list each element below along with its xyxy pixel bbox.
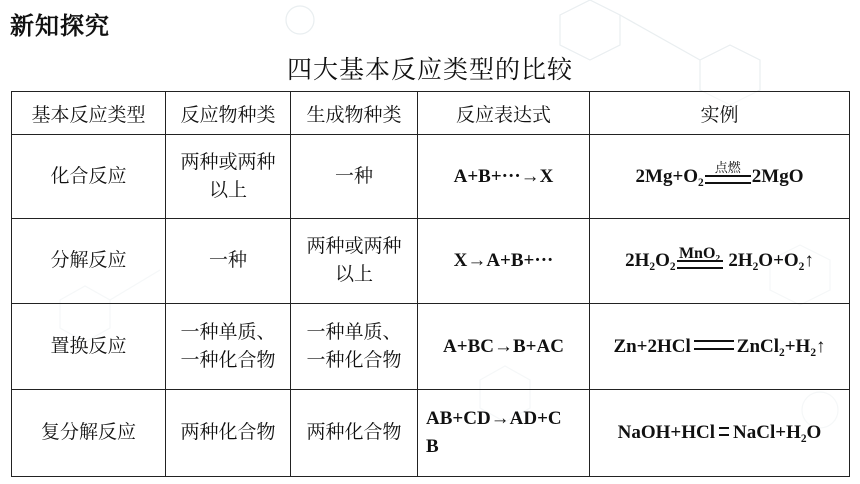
section-title: 新知探究 — [10, 12, 110, 40]
cell-example — [590, 304, 850, 390]
cell-reactants — [166, 304, 291, 390]
table-row — [12, 219, 850, 304]
cell-expression: A+B+···→X — [418, 135, 590, 219]
catalyst-text: MnO₂ — [678, 244, 721, 262]
cell-text-line: 一种单质、 — [306, 320, 402, 343]
cell-type: 置换反应 — [12, 304, 166, 390]
cell-products — [291, 219, 418, 304]
cell-products — [291, 304, 418, 390]
cell-expression: A+BC→B+AC — [418, 304, 590, 390]
table-row — [12, 135, 850, 219]
equation-right: ZnCl₂+H₂↑ — [736, 335, 826, 357]
cell-expression: X→A+B+··· — [418, 219, 590, 304]
table-row — [12, 304, 850, 390]
cell-text-line: 以上 — [208, 178, 247, 201]
cell-products: 一种 — [291, 135, 418, 219]
reaction-condition — [677, 244, 723, 269]
cell-text-line: 两种或两种 — [180, 150, 276, 173]
cell-reactants: 两种化合物 — [166, 390, 291, 477]
cell-text-line: 以上 — [334, 263, 373, 285]
header-products: 生成物种类 — [291, 92, 418, 135]
table-header-row — [12, 92, 850, 135]
cell-type: 分解反应 — [12, 219, 166, 304]
condition-text: 点燃 — [714, 161, 741, 177]
equation-right: 2MgO — [751, 165, 804, 187]
double-line-sign — [677, 260, 723, 269]
cell-text-line: 一种单质、 — [180, 320, 276, 343]
header-reaction-type: 基本反应类型 — [12, 92, 166, 135]
equation-right: NaCl+H₂O — [733, 422, 822, 444]
cell-example — [590, 135, 850, 219]
cell-expression — [418, 390, 590, 477]
header-expression: 反应表达式 — [418, 92, 590, 135]
cell-products: 两种化合物 — [291, 390, 418, 477]
cell-example — [590, 219, 850, 304]
expression-line: B — [426, 436, 439, 457]
cell-example — [590, 390, 850, 477]
table-row — [12, 390, 850, 477]
cell-type: 复分解反应 — [12, 390, 166, 477]
header-reactants: 反应物种类 — [166, 92, 291, 135]
table-title: 四大基本反应类型的比较 — [286, 55, 573, 84]
equals-sign — [719, 427, 729, 436]
cell-text-line: 一种化合物 — [180, 348, 276, 371]
cell-text-line: 一种化合物 — [306, 348, 402, 371]
equation-left: 2H₂O₂ — [625, 250, 676, 272]
reaction-condition — [705, 162, 751, 184]
double-line-sign — [705, 175, 751, 184]
equation-left: 2Mg+O₂ — [635, 165, 704, 187]
cell-reactants: 一种 — [166, 219, 291, 304]
cell-type: 化合反应 — [12, 135, 166, 219]
equals-sign — [694, 340, 734, 350]
expression-line: AB+CD→AD+C — [426, 408, 562, 430]
equation-left: NaOH+HCl — [617, 422, 716, 444]
equation-right: 2H₂O+O₂↑ — [728, 250, 814, 272]
cell-reactants — [166, 135, 291, 219]
equation-left: Zn+2HCl — [613, 335, 691, 357]
cell-text-line: 两种或两种 — [306, 235, 402, 258]
comparison-table — [11, 91, 850, 477]
header-example: 实例 — [590, 92, 850, 135]
